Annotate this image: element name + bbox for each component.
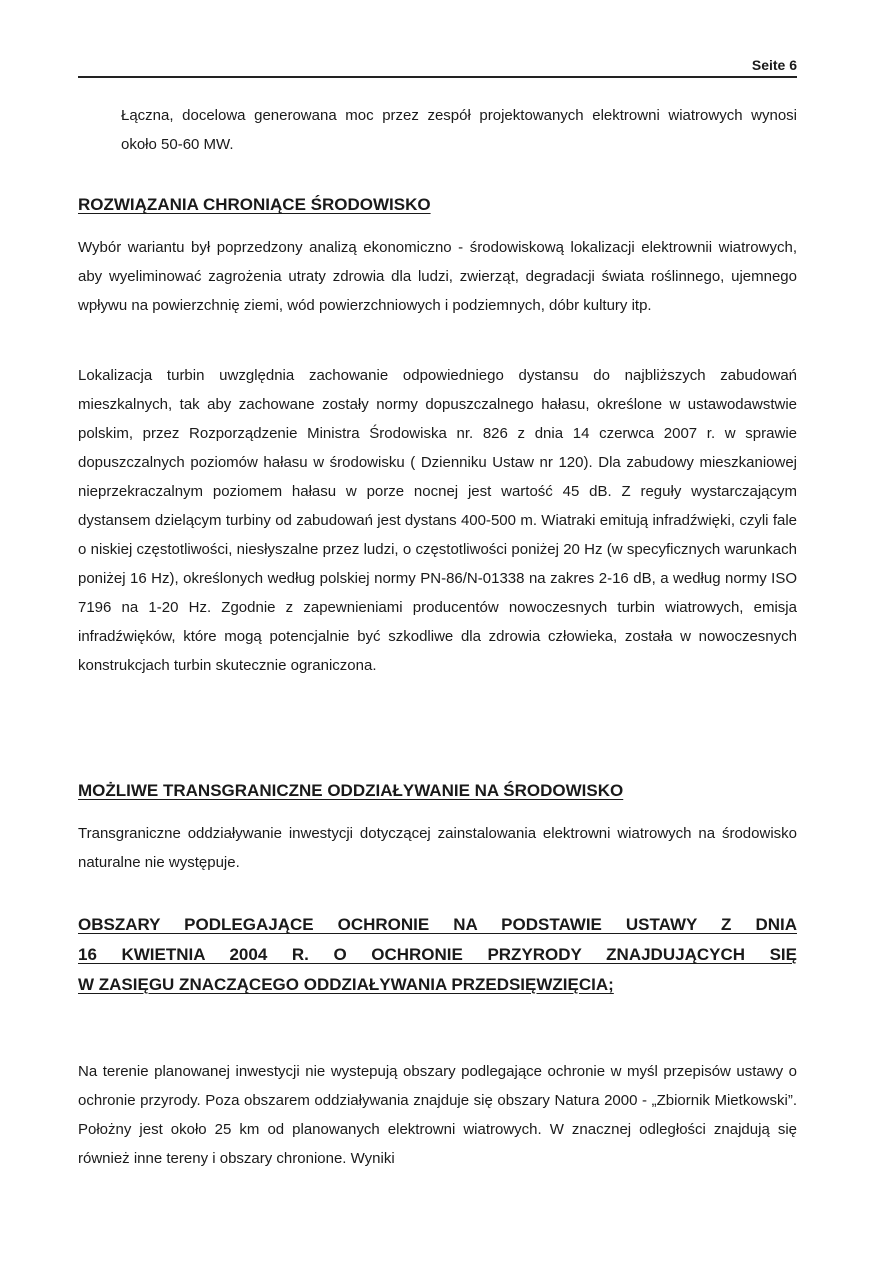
paragraph-variant-selection: Wybór wariantu był poprzedzony analizą ekonomiczno - środowiskową lokalizacji elektrownii wiatrowych, aby wyeliminować zagrożenia utraty zdrowia dla ludzi, zwierząt, degradacji świata roślinnego, ujemnego wpływu na powierzchnię ziemi, wód powierzchniowych i podziemnych, dóbr kultury itp. — [78, 239, 797, 314]
intro-paragraph: Łączna, docelowa generowana moc przez zespół projektowanych elektrowni wiatrowych wynosi około 50-60 MW. — [121, 107, 797, 153]
paragraph-protected-areas: Na terenie planowanej inwestycji nie wystepują obszary podlegające ochronie w myśl przepisów ustawy o ochronie przyrody. Poza obszarem oddziaływania znajduje się obszary Natura 2000 - „Zbiornik Mietkowski”. Położny jest około 25 km od planowanych elektrowni wiatrowych. W znacznej odległości znajdują się również inne tereny i obszary chronione. Wyniki — [78, 1063, 797, 1167]
section-heading-transboundary-impact: MOŻLIWE TRANSGRANICZNE ODDZIAŁYWANIE NA ŚRODOWISKO — [78, 781, 624, 800]
paragraph-transboundary-impact: Transgraniczne oddziaływanie inwestycji dotyczącej zainstalowania elektrowni wiatrowych na środowisko naturalne nie występuje. — [78, 825, 797, 871]
heading-line: W ZASIĘGU ZNACZĄCEGO ODDZIAŁYWANIA PRZEDSIĘWZIĘCIA; — [78, 975, 614, 994]
page-header — [78, 54, 797, 78]
heading-line: OBSZARY PODLEGAJĄCE OCHRONIE NA PODSTAWIE USTAWY Z DNIA — [78, 915, 797, 934]
section-heading-environment-protection: ROZWIĄZANIA CHRONIĄCE ŚRODOWISKO — [78, 195, 431, 214]
section-heading-protected-areas — [78, 910, 797, 1000]
heading-line: 16 KWIETNIA 2004 R. O OCHRONIE PRZYRODY ZNAJDUJĄCYCH SIĘ — [78, 945, 797, 964]
paragraph-turbine-location: Lokalizacja turbin uwzględnia zachowanie odpowiedniego dystansu do najbliższych zabudowań mieszkalnych, tak aby zachowane zostały normy dopuszczalnego hałasu, określone w ustawodawstwie polskim, przez Rozporządzenie Ministra Środowiska nr. 826 z dnia 14 czerwca 2007 r. w sprawie dopuszczalnych poziomów hałasu w środowisku ( Dzienniku Ustaw nr 120). Dla zabudowy mieszkaniowej nieprzekraczalnym poziomem hałasu w porze nocnej jest wartość 45 dB. Z reguły wystarczającym dystansem dzielącym turbiny od zabudowań jest dystans 400-500 m. Wiatraki emitują infradźwięki, czyli fale o niskiej częstotliwości, niesłyszalne przez ludzi, o częstotliwości poniżej 20 Hz (w specyficznych warunkach poniżej 16 Hz), określonych według polskiej normy PN-86/N-01338 na zakres 2-16 dB, a według normy ISO 7196 na 1-20 Hz. Zgodnie z zapewnieniami producentów nowoczesnych turbin wiatrowych, emisja infradźwięków, które mogą potencjalnie być szkodliwe dla zdrowia człowieka, została w nowoczesnych konstrukcjach turbin skutecznie ograniczona. — [78, 367, 797, 674]
page-number: Seite 6 — [751, 57, 797, 73]
